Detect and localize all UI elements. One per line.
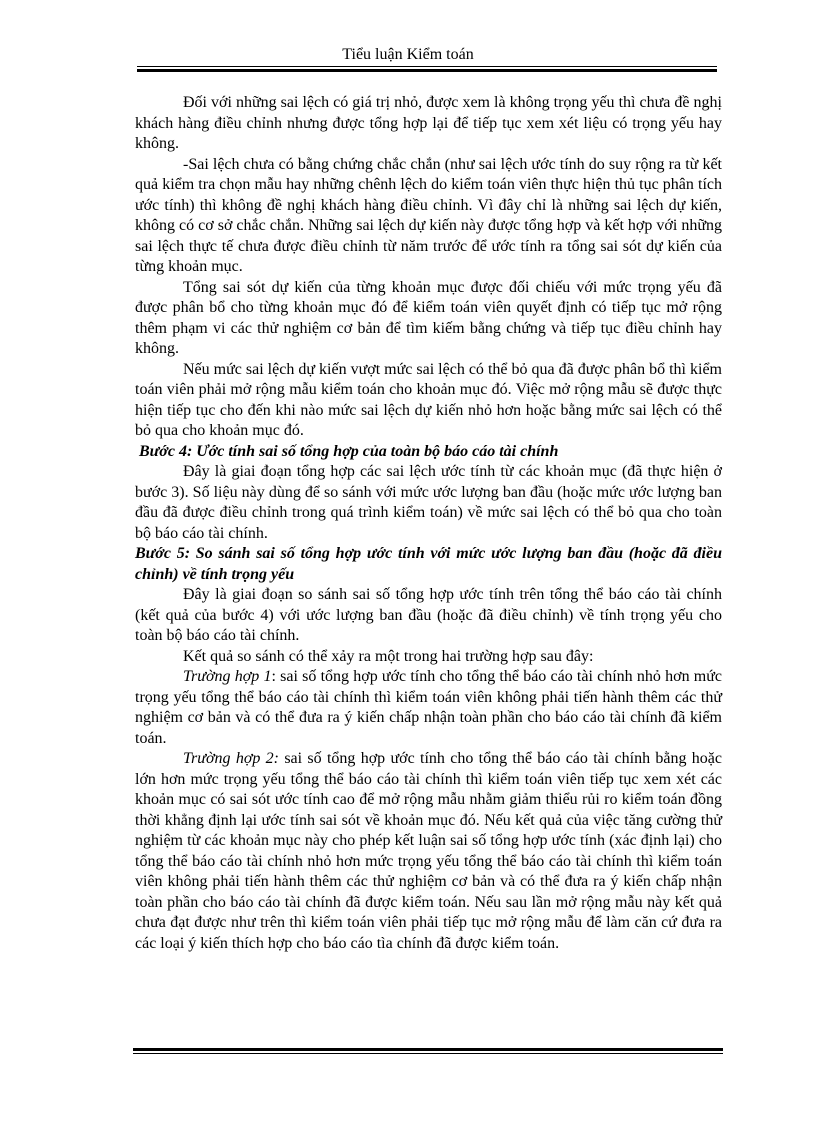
case-1-label: Trường hợp 1 [183,668,272,685]
footer-rule-thin [133,1053,723,1054]
paragraph-case-1 [135,667,722,749]
paragraph: Đây là giai đoạn tổng hợp các sai lệch ước tính từ các khoản mục (đã thực hiện ở bước 3). Số liệu này dùng để so sánh với mức ước lượng ban đầu (hoặc mức ước lượng ban đầu đã được điều chỉnh trong quá trình kiểm toán) về mức sai lệch có thể bỏ qua cho toàn bộ báo cáo tài chính. [135,463,722,542]
footer-rule-thick [133,1048,723,1051]
case-2-text: sai số tổng hợp ước tính cho tổng thể báo cáo tài chính bằng hoặc lớn hơn mức trọng yếu tổng thể báo cáo tài chính thì kiểm toán viên tiếp tục xem xét các khoản mục có sai sót ước tính cao để mở rộng mẫu nhằm giảm thiểu rủi ro kiểm toán đồng thời khẳng định lại ước tính sai sót về khoản mục đó. Nếu kết quả của việc tăng cường thử nghiệm từ các khoản mục này cho phép kết luận sai số tổng hợp ước tính (xác định lại) cho tổng thể báo cáo tài chính nhỏ hơn mức trọng yếu tổng thể báo cáo tài chính thì kiểm toán viên không phải tiến hành thêm các thử nghiệm cơ bản và có thể đưa ra ý kiến chấp nhận toàn phần cho báo cáo tài chính đã được kiểm toán. Nếu sau lần mở rộng mẫu này kết quả chưa đạt được như trên thì kiểm toán viên phải tiếp tục mở rộng mẫu để làm căn cứ đưa ra các loại ý kiến thích hợp cho báo cáo tìa chính đã được kiểm toán. [135,750,723,952]
document-body [135,93,722,954]
case-2-label: Trường hợp 2: [183,750,280,767]
page-header-title: Tiểu luận Kiểm toán [342,46,474,63]
paragraph: Tổng sai sót dự kiến của từng khoản mục được đối chiếu với mức trọng yếu đã được phân bổ cho từng khoản mục đó để kiểm toán viên quyết định có tiếp tục mở rộng thêm phạm vi các thử nghiệm cơ bản để tìm kiếm bằng chứng và tiếp tục điều chỉnh hay không. [135,278,722,357]
paragraph: Nếu mức sai lệch dự kiến vượt mức sai lệch có thể bỏ qua đã được phân bổ thì kiểm toán viên phải mở rộng mẫu kiểm toán cho khoản mục đó. Việc mở rộng mẫu sẽ được thực hiện tiếp tục cho đến khi nào mức sai lệch dự kiến nhỏ hơn hoặc bằng mức sai lệch có thể bỏ qua cho khoản mục đó. [135,360,722,439]
header-rule-thin [137,66,717,67]
paragraph-case-2 [135,749,722,954]
section-heading-step-5: Bước 5: So sánh sai số tổng hợp ước tính với mức ước lượng ban đầu (hoặc đã điều chỉnh) về tính trọng yếu [135,545,722,583]
section-heading-step-4: Bước 4: Ước tính sai số tổng hợp của toàn bộ báo cáo tài chính [139,442,559,460]
case-1-text: : sai số tổng hợp ước tính cho tổng thể báo cáo tài chính nhỏ hơn mức trọng yếu tổng thể báo cáo tài chính thì kiểm toán viên không phải tiến hành thêm các thử nghiệm cơ bản và có thể đưa ra ý kiến chấp nhận toàn phần cho báo cáo tài chính đã kiểm toán. [135,668,723,747]
paragraph: -Sai lệch chưa có bằng chứng chắc chắn (như sai lệch ước tính do suy rộng ra từ kết quả kiểm tra chọn mẫu hay những chênh lệch do kiểm toán viên thực hiện thủ tục phân tích ước tính) thì không đề nghị khách hàng điều chỉnh. Vì đây chỉ là những sai lệch dự kiến, không có cơ sở chắc chắn. Những sai lệch dự kiến này được tổng hợp và kết hợp với những sai lệch thực tế chưa được điều chỉnh từ năm trước để ước tính ra tổng sai sót dự kiến của từng khoản mục. [135,155,722,275]
header-rule-thick [137,69,717,72]
paragraph: Kết quả so sánh có thể xảy ra một trong hai trường hợp sau đây: [183,647,594,665]
paragraph: Đây là giai đoạn so sánh sai số tổng hợp ước tính trên tổng thể báo cáo tài chính (kết quả của bước 4) với ước lượng ban đầu (hoặc đã điều chỉnh) về tính trọng yếu cho toàn bộ báo cáo tài chính. [135,586,722,644]
paragraph: Đối với những sai lệch có giá trị nhỏ, được xem là không trọng yếu thì chưa đề nghị khách hàng điều chỉnh nhưng được tổng hợp lại để tiếp tục xem xét liệu có trọng yếu hay không. [135,94,722,152]
